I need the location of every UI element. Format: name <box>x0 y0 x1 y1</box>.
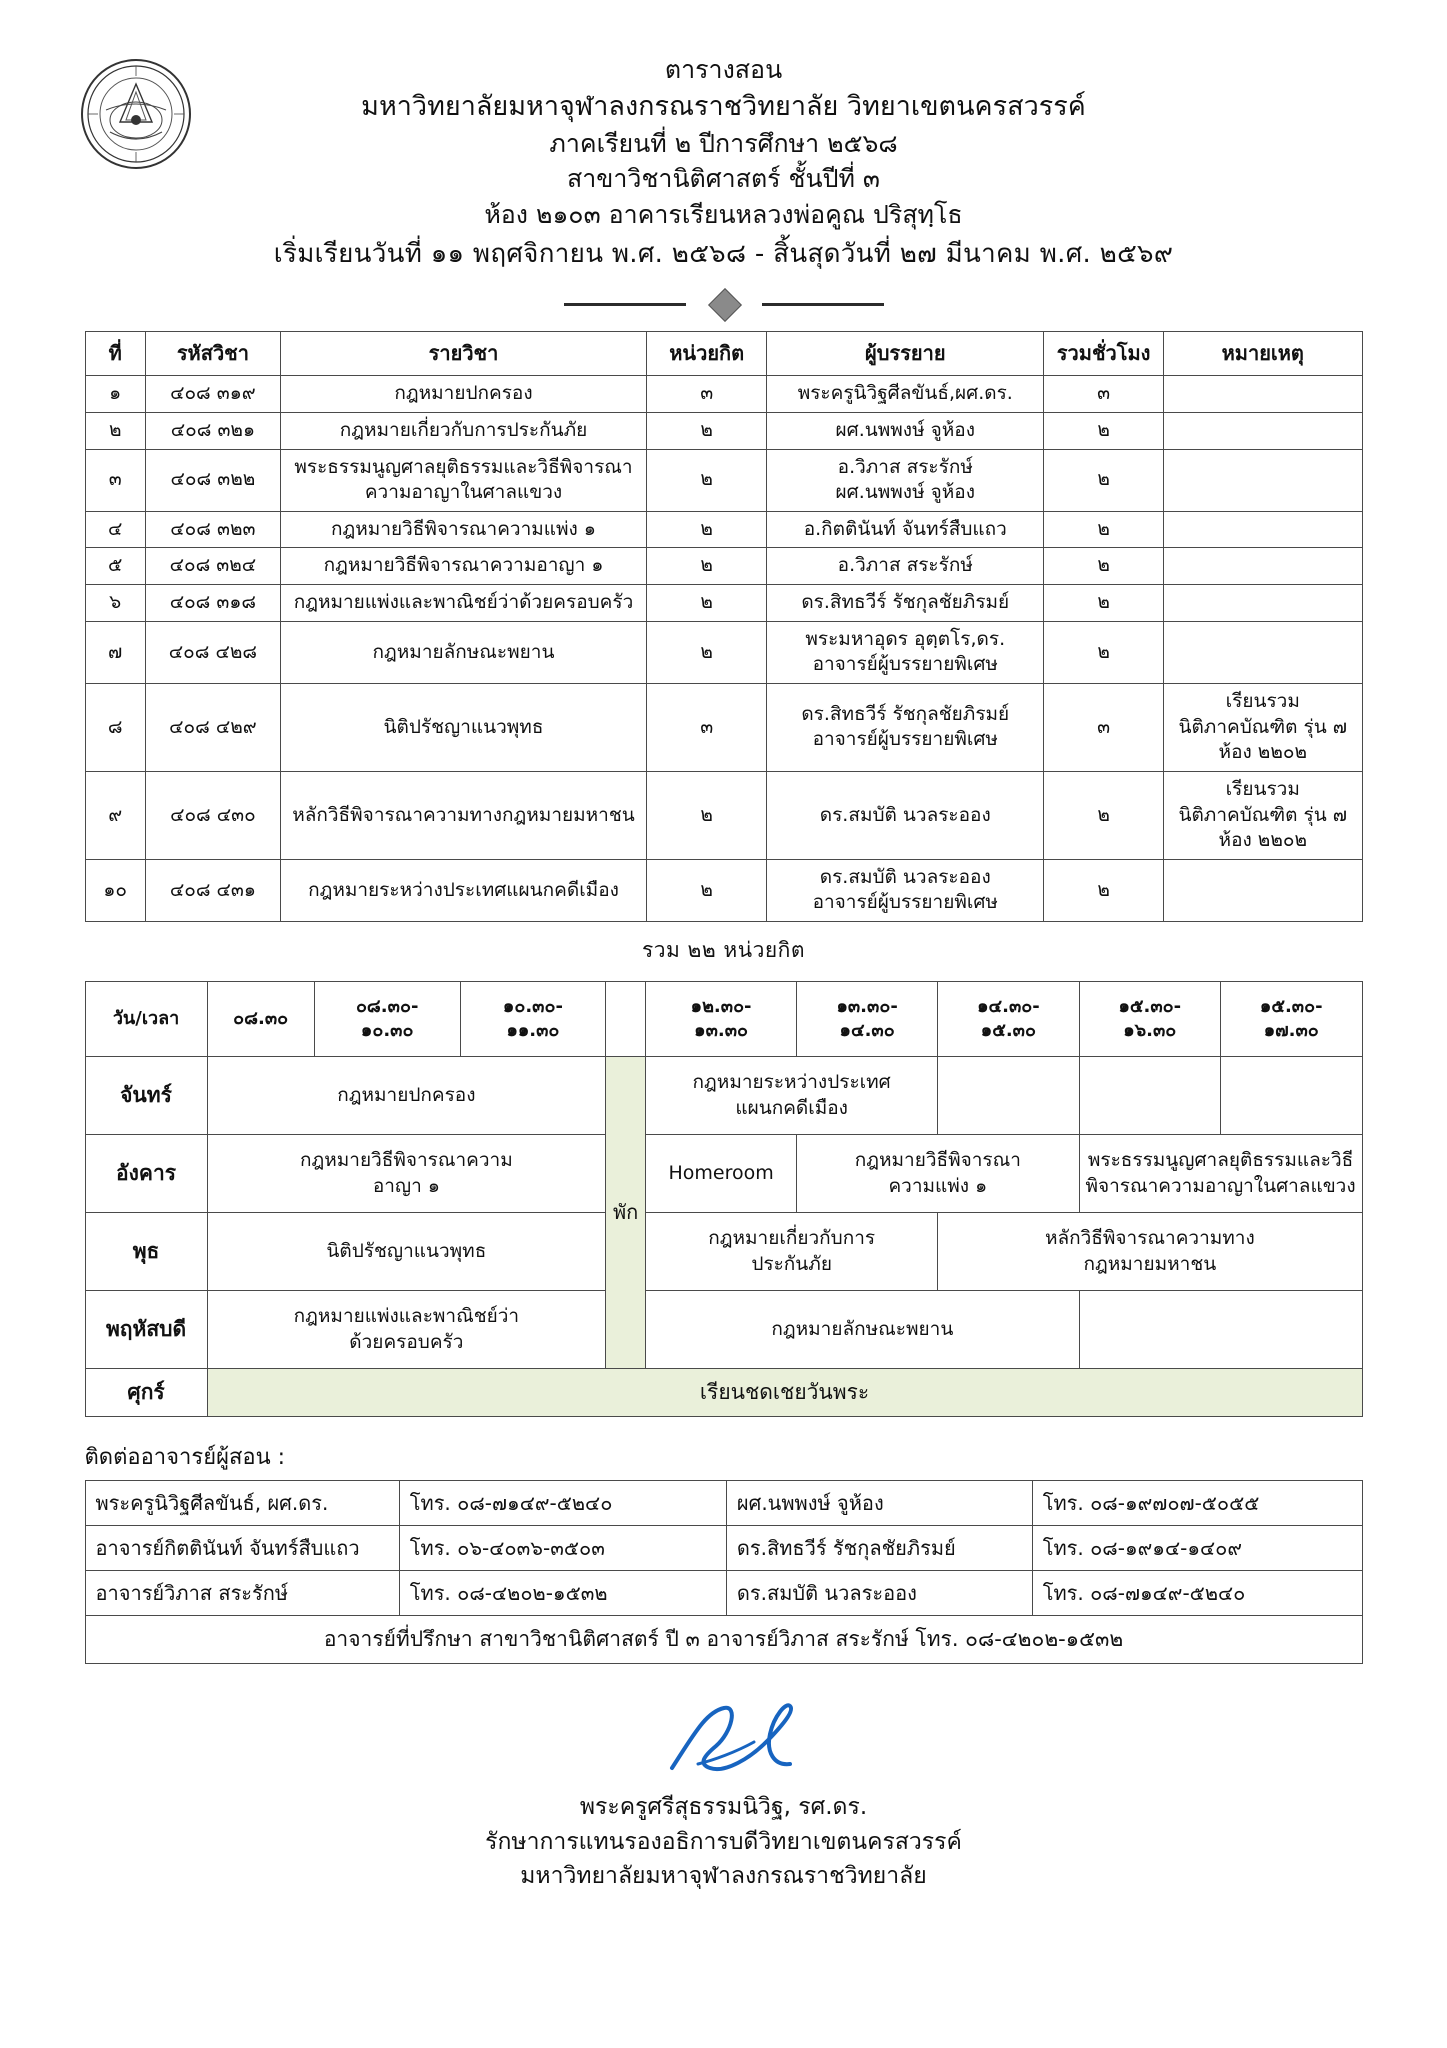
course-lecturer: อ.วิภาส สระรักษ์ <box>767 548 1044 585</box>
cell-monday-empty-3 <box>1221 1057 1363 1135</box>
contacts-table <box>85 1480 1363 1664</box>
signature-mark-icon <box>0 1694 1447 1790</box>
course-no: ๔ <box>85 511 145 548</box>
signature-org: มหาวิทยาลัยมหาจุฬาลงกรณราชวิทยาลัย <box>520 1863 927 1890</box>
major-line: สาขาวิชานิติศาสตร์ ชั้นปีที่ ๓ <box>566 164 880 194</box>
course-code: ๔๐๘ ๓๑๙ <box>145 376 280 413</box>
course-hours: ๒ <box>1044 449 1164 511</box>
contact-name: ผศ.นพพงษ์ จูห้อง <box>726 1481 1032 1526</box>
day-label-thursday: พฤหัสบดี <box>85 1291 207 1369</box>
date-range-line: เริ่มเรียนวันที่ ๑๑ พฤศจิกายน พ.ศ. ๒๕๖๘ - สิ้นสุดวันที่ ๒๗ มีนาคม พ.ศ. ๒๕๖๙ <box>273 239 1174 270</box>
timetable-row-wednesday <box>85 1213 1362 1291</box>
course-lecturer: พระมหาอุดร อุตฺตโร,ดร. อาจารย์ผู้บรรยายพิเศษ <box>767 621 1044 683</box>
term-line: ภาคเรียนที่ ๒ ปีการศึกษา ๒๕๖๘ <box>549 128 898 158</box>
table-row <box>85 376 1362 413</box>
col-code: รหัสวิชา <box>145 332 280 376</box>
cell-tuesday-late: พระธรรมนูญศาลยุติธรรมและวิธี พิจารณาความอาญาในศาลแขวง <box>1079 1135 1362 1213</box>
course-hours: ๒ <box>1044 859 1164 921</box>
th-day-time: วัน/เวลา <box>85 982 207 1057</box>
course-no: ๑ <box>85 376 145 413</box>
cell-tuesday-morning: กฎหมายวิธีพิจารณาความ อาญา ๑ <box>207 1135 606 1213</box>
cell-friday-all: เรียนชดเชยวันพระ <box>207 1369 1362 1417</box>
course-hours: ๒ <box>1044 585 1164 622</box>
university-name: มหาวิทยาลัยมหาจุฬาลงกรณราชวิทยาลัย วิทยาเขตนครสวรรค์ <box>361 90 1086 122</box>
course-credit: ๒ <box>647 621 767 683</box>
course-code: ๔๐๘ ๔๒๘ <box>145 621 280 683</box>
course-code: ๔๐๘ ๓๑๘ <box>145 585 280 622</box>
course-credit: ๒ <box>647 511 767 548</box>
course-lecturer: พระครูนิวิฐศีลขันธ์,ผศ.ดร. <box>767 376 1044 413</box>
course-credit: ๒ <box>647 548 767 585</box>
course-no: ๘ <box>85 684 145 772</box>
course-hours: ๒ <box>1044 511 1164 548</box>
day-label-wednesday: พุธ <box>85 1213 207 1291</box>
cell-thursday-empty <box>1079 1291 1362 1369</box>
th-slot-4: ๑๒.๓๐- ๑๓.๓๐ <box>646 982 797 1057</box>
cell-wednesday-afternoon-1: กฎหมายเกี่ยวกับการ ประกันภัย <box>646 1213 938 1291</box>
courses-header-row <box>85 332 1362 376</box>
contact-name: ดร.สิทธวีร์ รัชกุลชัยภิรมย์ <box>726 1526 1032 1571</box>
contact-tel: โทร. ๐๘-๗๑๔๙-๕๒๔๐ <box>399 1481 726 1526</box>
day-label-tuesday: อังคาร <box>85 1135 207 1213</box>
table-row <box>85 449 1362 511</box>
course-hours: ๓ <box>1044 684 1164 772</box>
contact-name: อาจารย์วิภาส สระรักษ์ <box>85 1571 399 1616</box>
course-no: ๗ <box>85 621 145 683</box>
cell-monday-empty-1 <box>938 1057 1079 1135</box>
course-code: ๔๐๘ ๓๒๑ <box>145 412 280 449</box>
course-note <box>1164 548 1362 585</box>
course-credit: ๒ <box>647 449 767 511</box>
th-slot-5: ๑๓.๓๐- ๑๔.๓๐ <box>797 982 938 1057</box>
course-hours: ๒ <box>1044 412 1164 449</box>
course-lecturer: อ.กิตตินันท์ จันทร์สืบแถว <box>767 511 1044 548</box>
cell-wednesday-morning: นิติปรัชญาแนวพุทธ <box>207 1213 606 1291</box>
cell-tuesday-mid: กฎหมายวิธีพิจารณา ความแพ่ง ๑ <box>797 1135 1080 1213</box>
cell-wednesday-afternoon-2: หลักวิธีพิจารณาความทาง กฎหมายมหาชน <box>938 1213 1362 1291</box>
course-note <box>1164 621 1362 683</box>
university-seal-icon <box>80 58 192 170</box>
course-note <box>1164 859 1362 921</box>
contact-row <box>85 1481 1362 1526</box>
course-note <box>1164 511 1362 548</box>
cell-thursday-afternoon: กฎหมายลักษณะพยาน <box>646 1291 1079 1369</box>
table-row <box>85 412 1362 449</box>
contact-name: ดร.สมบัติ นวลระออง <box>726 1571 1032 1616</box>
course-name: หลักวิธีพิจารณาความทางกฎหมายมหาชน <box>280 771 646 859</box>
timetable <box>85 981 1363 1417</box>
course-lecturer: ดร.สมบัติ นวลระออง <box>767 771 1044 859</box>
course-note <box>1164 585 1362 622</box>
col-hours: รวมชั่วโมง <box>1044 332 1164 376</box>
day-label-monday: จันทร์ <box>85 1057 207 1135</box>
cell-thursday-morning: กฎหมายแพ่งและพาณิชย์ว่า ด้วยครอบครัว <box>207 1291 606 1369</box>
course-name: นิติปรัชญาแนวพุทธ <box>280 684 646 772</box>
course-note <box>1164 449 1362 511</box>
th-slot-2: ๐๘.๓๐- ๑๐.๓๐ <box>314 982 460 1057</box>
course-lecturer: ผศ.นพพงษ์ จูห้อง <box>767 412 1044 449</box>
table-row <box>85 859 1362 921</box>
contact-tel: โทร. ๐๘-๔๒๐๒-๑๕๓๒ <box>399 1571 726 1616</box>
col-no: ที่ <box>85 332 145 376</box>
table-row <box>85 511 1362 548</box>
course-hours: ๒ <box>1044 548 1164 585</box>
course-lecturer: ดร.สมบัติ นวลระออง อาจารย์ผู้บรรยายพิเศษ <box>767 859 1044 921</box>
course-name: กฎหมายวิธีพิจารณาความอาญา ๑ <box>280 548 646 585</box>
course-no: ๙ <box>85 771 145 859</box>
advisor-line: อาจารย์ที่ปรึกษา สาขาวิชานิติศาสตร์ ปี ๓ อาจารย์วิภาส สระรักษ์ โทร. ๐๘-๔๒๐๒-๑๕๓๒ <box>85 1616 1362 1664</box>
divider-ornament <box>564 291 884 317</box>
table-row <box>85 585 1362 622</box>
course-code: ๔๐๘ ๔๓๐ <box>145 771 280 859</box>
col-name: รายวิชา <box>280 332 646 376</box>
signature-position: รักษาการแทนรองอธิการบดีวิทยาเขตนครสวรรค์ <box>485 1828 962 1855</box>
course-credit: ๓ <box>647 376 767 413</box>
course-code: ๔๐๘ ๓๒๔ <box>145 548 280 585</box>
course-name: กฎหมายเกี่ยวกับการประกันภัย <box>280 412 646 449</box>
cell-tuesday-homeroom: Homeroom <box>646 1135 797 1213</box>
course-code: ๔๐๘ ๔๓๑ <box>145 859 280 921</box>
course-note <box>1164 412 1362 449</box>
course-code: ๔๐๘ ๓๒๓ <box>145 511 280 548</box>
cell-monday-empty-2 <box>1079 1057 1220 1135</box>
course-no: ๓ <box>85 449 145 511</box>
th-break <box>606 982 646 1057</box>
timetable-row-friday <box>85 1369 1362 1417</box>
contact-tel: โทร. ๐๘-๗๑๔๙-๕๒๔๐ <box>1032 1571 1362 1616</box>
course-credit: ๒ <box>647 412 767 449</box>
th-slot-6: ๑๔.๓๐- ๑๕.๓๐ <box>938 982 1079 1057</box>
course-hours: ๒ <box>1044 771 1164 859</box>
contact-name: อาจารย์กิตตินันท์ จันทร์สืบแถว <box>85 1526 399 1571</box>
signature-name: พระครูศรีสุธรรมนิวิฐ, รศ.ดร. <box>579 1794 868 1821</box>
cell-monday-afternoon: กฎหมายระหว่างประเทศ แผนกคดีเมือง <box>646 1057 938 1135</box>
table-row <box>85 621 1362 683</box>
course-no: ๕ <box>85 548 145 585</box>
col-note: หมายเหตุ <box>1164 332 1362 376</box>
signature-block <box>0 1694 1447 1894</box>
contact-tel: โทร. ๐๖-๔๐๓๖-๓๕๐๓ <box>399 1526 726 1571</box>
contacts-title: ติดต่ออาจารย์ผู้สอน : <box>84 1445 286 1471</box>
course-no: ๑๐ <box>85 859 145 921</box>
course-code: ๔๐๘ ๓๒๒ <box>145 449 280 511</box>
contact-name: พระครูนิวิฐศีลขันธ์, ผศ.ดร. <box>85 1481 399 1526</box>
total-credits: รวม ๒๒ หน่วยกิต <box>641 938 806 963</box>
contact-tel: โทร. ๐๘-๑๙๗๐๗-๕๐๕๕ <box>1032 1481 1362 1526</box>
cell-monday-morning: กฎหมายปกครอง <box>207 1057 606 1135</box>
course-note: เรียนรวม นิติภาคบัณฑิต รุ่น ๗ ห้อง ๒๒๐๒ <box>1164 684 1362 772</box>
course-credit: ๓ <box>647 684 767 772</box>
timetable-header-row <box>85 982 1362 1057</box>
course-lecturer: ดร.สิทธวีร์ รัชกุลชัยภิรมย์ อาจารย์ผู้บรรยายพิเศษ <box>767 684 1044 772</box>
document-header <box>0 0 1447 317</box>
course-hours: ๒ <box>1044 621 1164 683</box>
course-credit: ๒ <box>647 585 767 622</box>
contact-row <box>85 1526 1362 1571</box>
col-lecturer: ผู้บรรยาย <box>767 332 1044 376</box>
day-label-friday: ศุกร์ <box>85 1369 207 1417</box>
contact-tel: โทร. ๐๘-๑๙๑๔-๑๔๐๙ <box>1032 1526 1362 1571</box>
timetable-row-monday <box>85 1057 1362 1135</box>
course-name: กฎหมายแพ่งและพาณิชย์ว่าด้วยครอบครัว <box>280 585 646 622</box>
course-name: กฎหมายปกครอง <box>280 376 646 413</box>
advisor-row <box>85 1616 1362 1664</box>
table-row <box>85 548 1362 585</box>
course-no: ๒ <box>85 412 145 449</box>
contact-row <box>85 1571 1362 1616</box>
col-credit: หน่วยกิต <box>647 332 767 376</box>
courses-table <box>85 331 1363 922</box>
course-hours: ๓ <box>1044 376 1164 413</box>
course-note <box>1164 376 1362 413</box>
timetable-row-thursday <box>85 1291 1362 1369</box>
room-line: ห้อง ๒๑๐๓ อาคารเรียนหลวงพ่อคูณ ปริสุทฺโธ <box>484 199 963 229</box>
course-note: เรียนรวม นิติภาคบัณฑิต รุ่น ๗ ห้อง ๒๒๐๒ <box>1164 771 1362 859</box>
course-name: กฎหมายระหว่างประเทศแผนกคดีเมือง <box>280 859 646 921</box>
course-credit: ๒ <box>647 859 767 921</box>
course-code: ๔๐๘ ๔๒๙ <box>145 684 280 772</box>
break-cell: พัก <box>606 1057 646 1369</box>
course-name: กฎหมายวิธีพิจารณาความแพ่ง ๑ <box>280 511 646 548</box>
th-slot-7: ๑๕.๓๐- ๑๖.๓๐ <box>1079 982 1220 1057</box>
page-title: ตารางสอน <box>664 55 783 84</box>
th-slot-8: ๑๕.๓๐- ๑๗.๓๐ <box>1221 982 1363 1057</box>
course-name: พระธรรมนูญศาลยุติธรรมและวิธีพิจารณา ความอาญาในศาลแขวง <box>280 449 646 511</box>
th-slot-1: ๐๘.๓๐ <box>207 982 314 1057</box>
course-lecturer: อ.วิภาส สระรักษ์ ผศ.นพพงษ์ จูห้อง <box>767 449 1044 511</box>
timetable-row-tuesday <box>85 1135 1362 1213</box>
course-lecturer: ดร.สิทธวีร์ รัชกุลชัยภิรมย์ <box>767 585 1044 622</box>
th-slot-3: ๑๐.๓๐- ๑๑.๓๐ <box>460 982 605 1057</box>
course-no: ๖ <box>85 585 145 622</box>
course-name: กฎหมายลักษณะพยาน <box>280 621 646 683</box>
table-row <box>85 684 1362 772</box>
course-credit: ๒ <box>647 771 767 859</box>
table-row <box>85 771 1362 859</box>
